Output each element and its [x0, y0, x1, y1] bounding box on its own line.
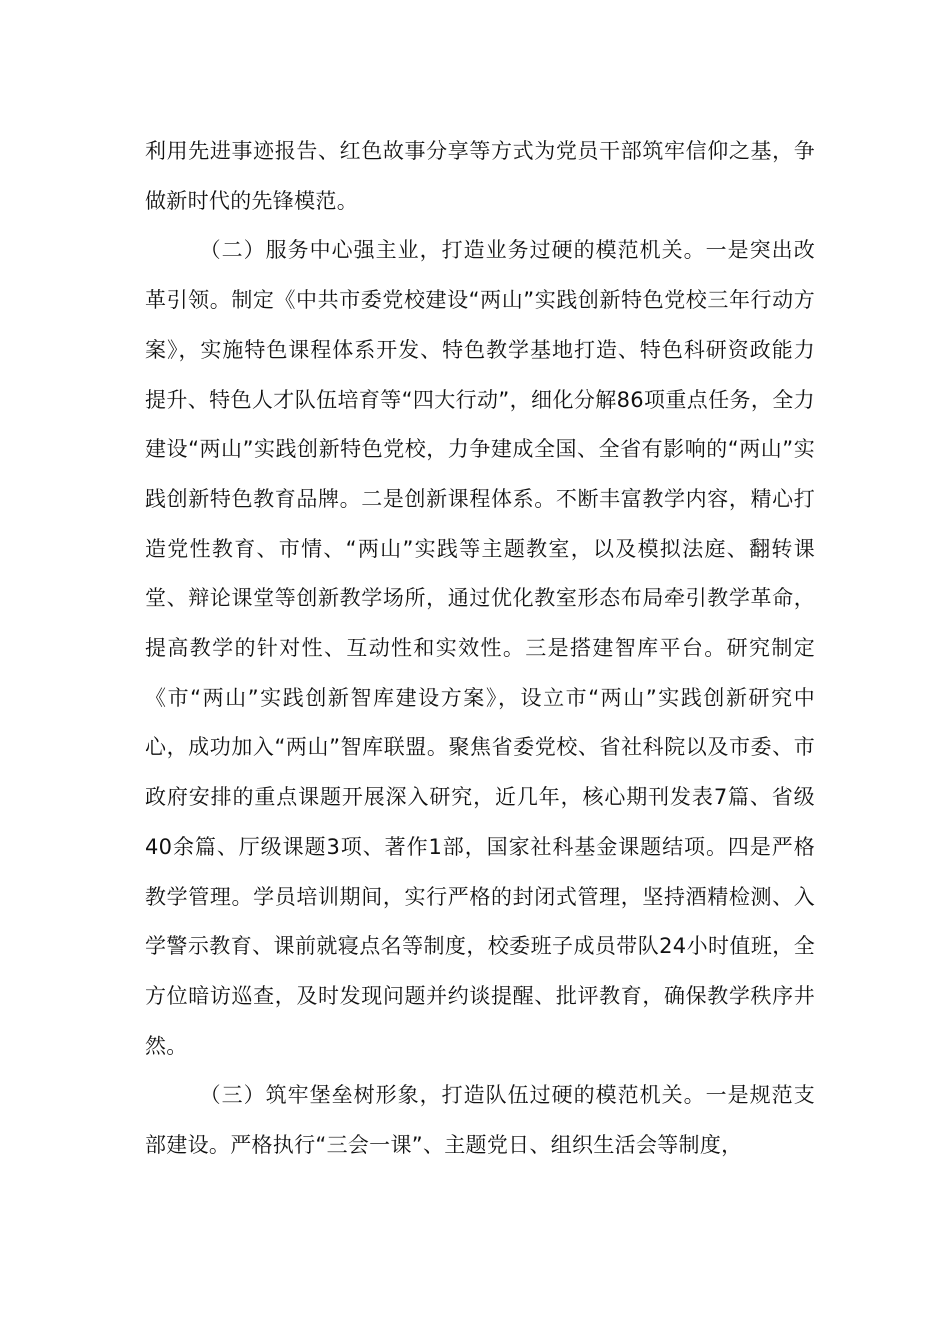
- document-body: [145, 127, 815, 1171]
- paragraph-continuation: 利用先进事迹报告、红色故事分享等方式为党员干部筑牢信仰之基，争做新时代的先锋模范。: [145, 139, 815, 213]
- paragraph-section-two: （二）服务中心强主业，打造业务过硬的模范机关。一是突出改革引领。制定《中共市委党校建设“两山”实践创新特色党校三年行动方案》，实施特色课程体系开发、特色教学基地打造、特色科研资政能力提升、特色人才队伍培育等“四大行动”，细化分解86项重点任务，全力建设“两山”实践创新特色党校，力争建成全国、全省有影响的“两山”实践创新特色教育品牌。二是创新课程体系。不断丰富教学内容，精心打造党性教育、市情、“两山”实践等主题教室，以及模拟法庭、翻转课堂、辩论课堂等创新教学场所，通过优化教室形态布局牵引教学革命，提高教学的针对性、互动性和实效性。三是搭建智库平台。研究制定《市“两山”实践创新智库建设方案》，设立市“两山”实践创新研究中心，成功加入“两山”智库联盟。聚焦省委党校、省社科院以及市委、市政府安排的重点课题开展深入研究，近几年，核心期刊发表7篇、省级40余篇、厅级课题3项、著作1部，国家社科基金课题结项。四是严格教学管理。学员培训期间，实行严格的封闭式管理，坚持酒精检测、入学警示教育、课前就寝点名等制度，校委班子成员带队24小时值班，全方位暗访巡查，及时发现问题并约谈提醒、批评教育，确保教学秩序井然。: [145, 238, 815, 1058]
- paragraph-section-three: （三）筑牢堡垒树形象，打造队伍过硬的模范机关。一是规范支部建设。严格执行“三会一课”、主题党日、组织生活会等制度，: [145, 1083, 815, 1158]
